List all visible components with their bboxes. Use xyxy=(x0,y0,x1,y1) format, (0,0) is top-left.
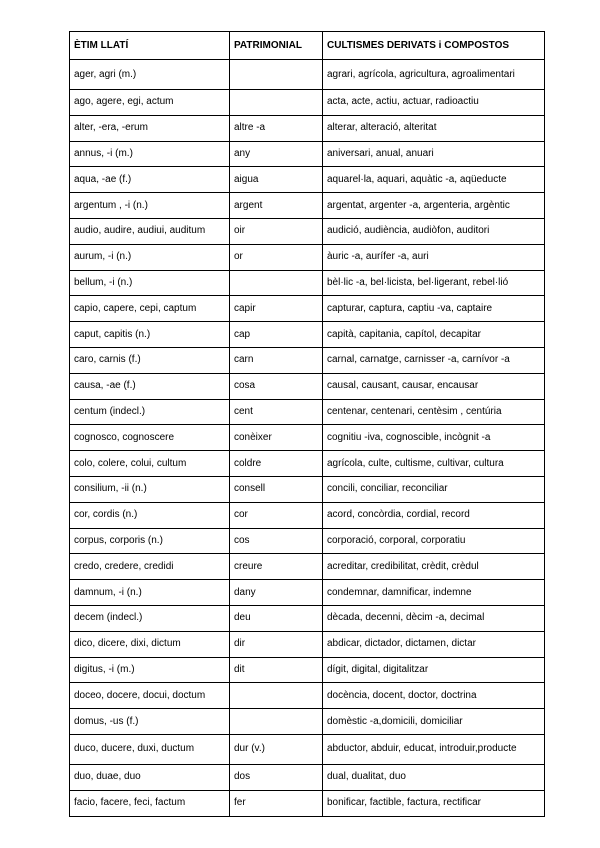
cell-cultismes: audició, audiència, audiòfon, auditori xyxy=(323,218,545,244)
cell-patrimonial: aigua xyxy=(230,167,323,193)
table-row xyxy=(70,502,545,528)
table-row xyxy=(70,425,545,451)
cell-cultismes: argentat, argenter -a, argenteria, argèntic xyxy=(323,193,545,219)
table-row xyxy=(70,60,545,90)
table-row xyxy=(70,90,545,116)
cell-latin-etymon: dico, dicere, dixi, dictum xyxy=(70,631,230,657)
cell-latin-etymon: capio, capere, cepi, captum xyxy=(70,296,230,322)
cell-latin-etymon: colo, colere, colui, cultum xyxy=(70,451,230,477)
table-row xyxy=(70,528,545,554)
cell-latin-etymon: aurum, -i (n.) xyxy=(70,244,230,270)
header-row xyxy=(70,32,545,60)
cell-cultismes: capturar, captura, captiu -va, captaire xyxy=(323,296,545,322)
cell-cultismes: acta, acte, actiu, actuar, radioactiu xyxy=(323,90,545,116)
cell-cultismes: aniversari, anual, anuari xyxy=(323,141,545,167)
cell-patrimonial: dir xyxy=(230,631,323,657)
table-row xyxy=(70,399,545,425)
cell-cultismes: dual, dualitat, duo xyxy=(323,764,545,790)
cell-patrimonial xyxy=(230,90,323,116)
cell-latin-etymon: cognosco, cognoscere xyxy=(70,425,230,451)
cell-cultismes: carnal, carnatge, carnisser -a, carnívor -a xyxy=(323,347,545,373)
table-row xyxy=(70,141,545,167)
cell-latin-etymon: decem (indecl.) xyxy=(70,605,230,631)
cell-patrimonial: deu xyxy=(230,605,323,631)
table-row xyxy=(70,244,545,270)
cell-cultismes: docència, docent, doctor, doctrina xyxy=(323,683,545,709)
cell-patrimonial: oir xyxy=(230,218,323,244)
table-row xyxy=(70,709,545,735)
cell-latin-etymon: causa, -ae (f.) xyxy=(70,373,230,399)
cell-cultismes: alterar, alteració, alteritat xyxy=(323,115,545,141)
cell-cultismes: acord, concòrdia, cordial, record xyxy=(323,502,545,528)
cell-latin-etymon: caput, capitis (n.) xyxy=(70,322,230,348)
table-row xyxy=(70,347,545,373)
table-row xyxy=(70,373,545,399)
table-row xyxy=(70,657,545,683)
table-row xyxy=(70,764,545,790)
table-row xyxy=(70,296,545,322)
cell-cultismes: bonificar, factible, factura, rectificar xyxy=(323,790,545,816)
table-row xyxy=(70,451,545,477)
cell-latin-etymon: damnum, -i (n.) xyxy=(70,580,230,606)
cell-latin-etymon: credo, credere, credidi xyxy=(70,554,230,580)
etymology-table xyxy=(69,31,545,817)
cell-cultismes: aquarel·la, aquari, aquàtic -a, aqüeducte xyxy=(323,167,545,193)
cell-cultismes: corporació, corporal, corporatiu xyxy=(323,528,545,554)
header-etim-llati: ÈTIM LLATÍ xyxy=(70,32,230,60)
cell-patrimonial: conèixer xyxy=(230,425,323,451)
table-row xyxy=(70,790,545,816)
cell-patrimonial xyxy=(230,683,323,709)
cell-patrimonial: carn xyxy=(230,347,323,373)
cell-latin-etymon: centum (indecl.) xyxy=(70,399,230,425)
cell-cultismes: dècada, decenni, dècim -a, decimal xyxy=(323,605,545,631)
cell-cultismes: acreditar, credibilitat, crèdit, crèdul xyxy=(323,554,545,580)
table-row xyxy=(70,115,545,141)
table-body xyxy=(70,60,545,817)
cell-patrimonial: consell xyxy=(230,476,323,502)
table-row xyxy=(70,167,545,193)
cell-patrimonial: capir xyxy=(230,296,323,322)
cell-latin-etymon: audio, audire, audiui, auditum xyxy=(70,218,230,244)
cell-latin-etymon: ager, agri (m.) xyxy=(70,60,230,90)
cell-patrimonial: fer xyxy=(230,790,323,816)
cell-patrimonial: argent xyxy=(230,193,323,219)
table-row xyxy=(70,734,545,764)
table-row xyxy=(70,631,545,657)
cell-patrimonial: creure xyxy=(230,554,323,580)
cell-patrimonial: cosa xyxy=(230,373,323,399)
cell-patrimonial: cos xyxy=(230,528,323,554)
cell-latin-etymon: digitus, -i (m.) xyxy=(70,657,230,683)
table-row xyxy=(70,193,545,219)
table-row xyxy=(70,270,545,296)
cell-cultismes: causal, causant, causar, encausar xyxy=(323,373,545,399)
table-row xyxy=(70,580,545,606)
table-row xyxy=(70,605,545,631)
table-row xyxy=(70,554,545,580)
table-row xyxy=(70,322,545,348)
header-patrimonial: PATRIMONIAL xyxy=(230,32,323,60)
cell-latin-etymon: bellum, -i (n.) xyxy=(70,270,230,296)
cell-patrimonial: cor xyxy=(230,502,323,528)
cell-patrimonial xyxy=(230,60,323,90)
table-row xyxy=(70,683,545,709)
cell-patrimonial: coldre xyxy=(230,451,323,477)
cell-patrimonial: dany xyxy=(230,580,323,606)
table-header xyxy=(70,32,545,60)
cell-cultismes: capità, capitania, capítol, decapitar xyxy=(323,322,545,348)
cell-latin-etymon: duo, duae, duo xyxy=(70,764,230,790)
cell-patrimonial: altre -a xyxy=(230,115,323,141)
cell-latin-etymon: domus, -us (f.) xyxy=(70,709,230,735)
cell-latin-etymon: cor, cordis (n.) xyxy=(70,502,230,528)
table-row xyxy=(70,476,545,502)
cell-patrimonial: dur (v.) xyxy=(230,734,323,764)
cell-patrimonial xyxy=(230,270,323,296)
cell-patrimonial: dos xyxy=(230,764,323,790)
cell-patrimonial: or xyxy=(230,244,323,270)
cell-cultismes: condemnar, damnificar, indemne xyxy=(323,580,545,606)
header-cultismes: CULTISMES DERIVATS i COMPOSTOS xyxy=(323,32,545,60)
cell-latin-etymon: ago, agere, egi, actum xyxy=(70,90,230,116)
cell-latin-etymon: duco, ducere, duxi, ductum xyxy=(70,734,230,764)
cell-cultismes: cognitiu -iva, cognoscible, incògnit -a xyxy=(323,425,545,451)
cell-cultismes: agrari, agrícola, agricultura, agroalimentari xyxy=(323,60,545,90)
cell-cultismes: abductor, abduir, educat, introduir,producte xyxy=(323,734,545,764)
cell-latin-etymon: caro, carnis (f.) xyxy=(70,347,230,373)
table-row xyxy=(70,218,545,244)
cell-patrimonial: cap xyxy=(230,322,323,348)
cell-latin-etymon: consilium, -ii (n.) xyxy=(70,476,230,502)
cell-patrimonial: dit xyxy=(230,657,323,683)
cell-latin-etymon: corpus, corporis (n.) xyxy=(70,528,230,554)
cell-cultismes: àuric -a, aurífer -a, auri xyxy=(323,244,545,270)
cell-latin-etymon: aqua, -ae (f.) xyxy=(70,167,230,193)
cell-cultismes: dígit, digital, digitalitzar xyxy=(323,657,545,683)
cell-latin-etymon: facio, facere, feci, factum xyxy=(70,790,230,816)
cell-patrimonial: cent xyxy=(230,399,323,425)
cell-cultismes: domèstic -a,domicili, domiciliar xyxy=(323,709,545,735)
cell-cultismes: bèl·lic -a, bel·licista, bel·ligerant, rebel·lió xyxy=(323,270,545,296)
cell-cultismes: agrícola, culte, cultisme, cultivar, cultura xyxy=(323,451,545,477)
cell-latin-etymon: doceo, docere, docui, doctum xyxy=(70,683,230,709)
cell-latin-etymon: argentum , -i (n.) xyxy=(70,193,230,219)
cell-cultismes: centenar, centenari, centèsim , centúria xyxy=(323,399,545,425)
cell-patrimonial: any xyxy=(230,141,323,167)
cell-latin-etymon: annus, -i (m.) xyxy=(70,141,230,167)
cell-cultismes: concili, conciliar, reconciliar xyxy=(323,476,545,502)
cell-latin-etymon: alter, -era, -erum xyxy=(70,115,230,141)
cell-cultismes: abdicar, dictador, dictamen, dictar xyxy=(323,631,545,657)
cell-patrimonial xyxy=(230,709,323,735)
